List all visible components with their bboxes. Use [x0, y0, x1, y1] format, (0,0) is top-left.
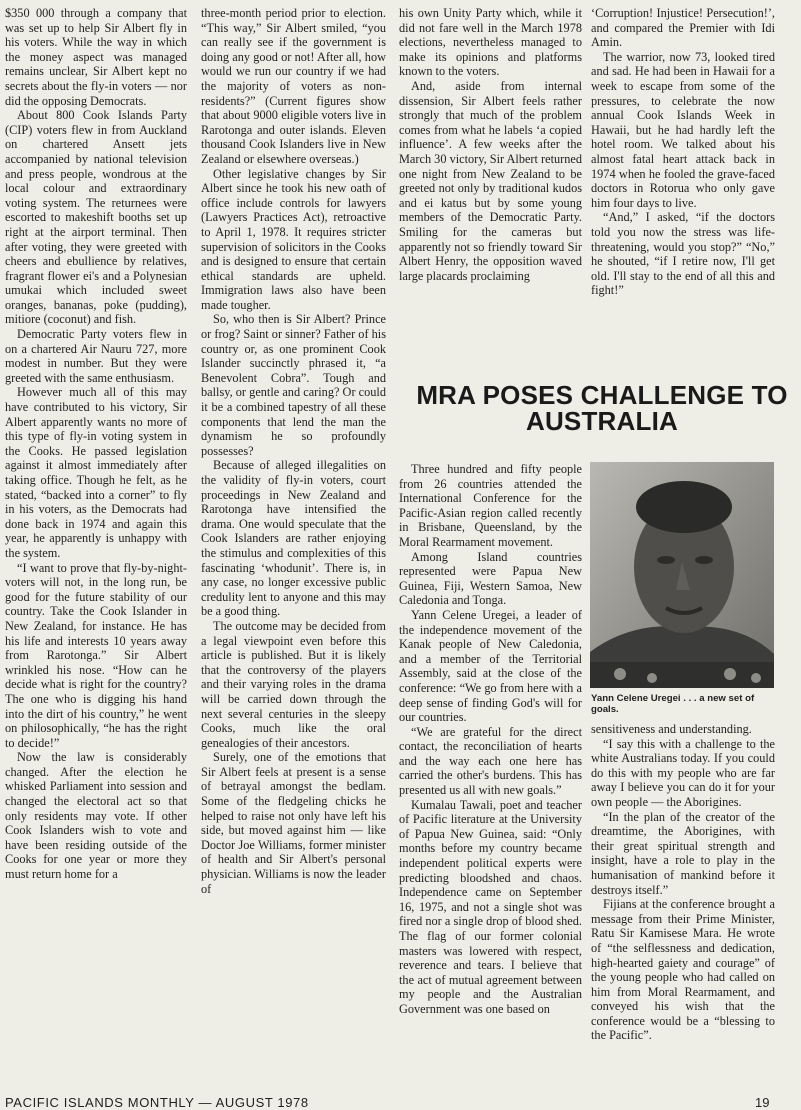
paragraph: So, who then is Sir Albert? Prince or frog? Saint or sinner? Father of his country or, as one prominent Cook Islander succinctly phrased it, “a Benevolent Cobra”. Tough and ballsy, or gentle and caring? Or could it be a combined tapestry of all these components that lend the man the dynamism he so profoundly possesses? — [201, 312, 386, 458]
paragraph: his own Unity Party which, while it did not fare well in the March 1978 elections, nevertheless managed to make its opinions and platforms known to the voters. — [399, 6, 582, 79]
publication-title: PACIFIC ISLANDS MONTHLY — AUGUST 1978 — [5, 1095, 309, 1110]
paragraph: “And,” I asked, “if the doctors told you now the stress was life-threatening, would you stop?” “No,” he shouted, “if I retire now, I'll get old. I'll stay to the end of all this and fight!” — [591, 210, 775, 298]
portrait-illustration — [590, 462, 774, 688]
paragraph: “I say this with a challenge to the white Australians today. If you could do this with my people who are far away I believe you can do it for your own people — the Aborigines. — [591, 736, 775, 809]
paragraph: three-month period prior to election. “This way,” Sir Albert smiled, “you can really see if the government is doing any good or not! After all, how would we run our country if we had the majority of voters as non-residents?” (Current figures show that about 9000 eligible voters live in Rarotonga and outer islands. Eleven thousand Cook Islanders live in New Zealand or elsewhere overseas.) — [201, 6, 386, 166]
paragraph: The outcome may be decided from a legal viewpoint even before this article is published. But it is likely that the controversy of the players and their varying roles in the drama will be carried down through the next several centuries in the sleepy Cooks, much like the oral genealogies of their ancestors. — [201, 618, 386, 750]
paragraph: “I want to prove that fly-by-night-voters will not, in the long run, be good for the future stability of our country. Take the Cook Islander in New Zealand, for instance. He has his life and interests 10 years away from Rarotonga.” Sir Albert wrinkled his nose. “How can he decide what is right for the country? The one who is digging his hand into the dirt of his country,” he went on philosophically, “he has the right to decide!” — [5, 560, 187, 750]
paragraph: Surely, one of the emotions that Sir Albert feels at present is a sense of betrayal amongst the bedlam. Some of the fledgeling chicks he helped to raise not only have left his side, but moved against him — like Doctor Joe Williams, former minister of health and Sir Albert's personal physician. Williams is now the leader of — [201, 750, 386, 896]
article-column-2 — [591, 722, 775, 1043]
portrait-photo — [590, 462, 774, 688]
paragraph: The warrior, now 73, looked tired and sad. He had been in Hawaii for a week to escape from some of the pressures, to celebrate the now annual Cook Islands Week in Hawaii, but he had hardly left the hotel room. We talked about his almost fatal heart attack back in 1974 when he fooled the grave-faced doctors in Rotorua who only gave him four days to live. — [591, 49, 775, 210]
column-4 — [591, 6, 775, 298]
column-2 — [201, 6, 386, 896]
paragraph: Because of alleged illegalities on the validity of fly-in voters, court proceedings in New Zealand and Rarotonga have intensified the drama. One would speculate that the Cook Islanders are rather enjoying the stimulus and complexities of this fascinating ‘whodunit’. There is, in any case, no longer excessive public credulity lent to anyone and this may be a good thing. — [201, 458, 386, 619]
paragraph: $350 000 through a company that was set up to help Sir Albert fly in his voters. While the way in which the money aspect was managed remains unclear, Sir Albert kept no secrets about the fly-in voters — nor did the opposing Democrats. — [5, 6, 187, 108]
paragraph: Three hundred and fifty people from 26 countries attended the International Conference for the Pacific-Asian region called recently in Brisbane, Queensland, by the Moral Rearmament movement. — [399, 462, 582, 549]
paragraph: ‘Corruption! Injustice! Persecution!’, and compared the Premier with Idi Amin. — [591, 6, 775, 50]
column-3 — [399, 6, 582, 283]
photo-caption: Yann Celene Uregei . . . a new set of goals. — [591, 693, 755, 715]
paragraph: Among Island countries represented were Papua New Guinea, Fiji, Western Samoa, New Caledonia and Tonga. — [399, 549, 582, 608]
paragraph: Fijians at the conference brought a message from their Prime Minister, Ratu Sir Kamisese Mara. He wrote of “the selflessness and dedication, high-hearted gaiety and courage” of the young people who had called on him from Moral Rearmament, and conveyed his wish that the conference would be a “blessing to the Pacific”. — [591, 897, 775, 1043]
paragraph: “In the plan of the creator of the dreamtime, the Aborigines, with their great spiritual strength and insight, have a role to play in the humanisation of mankind before it destroys itself.” — [591, 809, 775, 897]
paragraph: Kumalau Tawali, poet and teacher of Pacific literature at the University of Papua New Guinea, said: “Only months before my country became independent political experts were predicting bloodshed and chaos. Independence came on September 16, 1975, and not a single shot was fired nor a single drop of blood shed. The flag of our former colonial masters was lowered with respect, reverence and tears. I believe that the act of mutual agreement between my people and the Australian Government was one based on — [399, 797, 582, 1016]
article-headline: MRA POSES CHALLENGE TO AUSTRALIA — [416, 380, 788, 436]
paragraph: However much all of this may have contributed to his victory, Sir Albert apparently wants no more of this type of fly-in voting system in the Cooks. He passed legislation against it almost immediately after taking office. Though he felt, as he stated, “backed into a corner” to fly in his voters, as the Democrats had done back in 1974 and again this year, he apparently is unhappy with the system. — [5, 385, 187, 560]
paragraph: sensitiveness and understanding. — [591, 722, 752, 736]
paragraph: “We are grateful for the direct contact, the reconciliation of hearts and the way each one here has carried the other's burdens. This has presented us all with new goals.” — [399, 724, 582, 798]
page-number: 19 — [755, 1095, 770, 1110]
paragraph: Yann Celene Uregei, a leader of the independence movement of the Kanak people of New Caledonia, and a member of the Territorial Assembly, said at the close of the conference: “We go from here with a deep sense of finding God's will for our countries. — [399, 607, 582, 725]
paragraph: Democratic Party voters flew in on a chartered Air Nauru 727, more modest in number. But they were greeted with the same enthusiasm. — [5, 327, 187, 385]
column-1 — [5, 6, 187, 882]
paragraph: About 800 Cook Islands Party (CIP) voters flew in from Auckland on chartered Ansett jets accompanied by national television and press people, wondrous at the local colour and extraordinary voting system. The returnees were escorted to makeshift booths set up right at the airport terminal. Then after voting, they were greeted with cheers and ebullience by relatives, fragrant flower ei's and a Polynesian umukai which included sweet oranges, bananas, poke (pudding), mitiore (coconut) and fish. — [5, 108, 187, 327]
paragraph: Other legislative changes by Sir Albert since he took his new oath of office include controls for lawyers (Lawyers Practices Act), retroactive to April 1, 1978. It requires stricter supervision of solicitors in the Cooks and is designed to ensure that certain ethical standards are upheld. Immigration laws also have been made tougher. — [201, 166, 386, 312]
article-column-1 — [399, 462, 582, 1017]
paragraph: And, aside from internal dissension, Sir Albert feels rather strongly that much of the problem comes from what he labels ‘a copied influence’. A few weeks after the March 30 victory, Sir Albert returned one night from New Zealand to be greeted not only by traditional kudos and ei katus but by some young members of the Democratic Party. Smiling for the cameras but apparently not so friendly toward Sir Albert Henry, the opposition waved large placards proclaiming — [399, 78, 582, 283]
paragraph: Now the law is considerably changed. After the election he whisked Parliament into session and changed the electoral act so that only residents may vote. If other Cook Islanders wish to vote and have been residing outside of the Cooks for one year or more they must return home for a — [5, 750, 187, 882]
